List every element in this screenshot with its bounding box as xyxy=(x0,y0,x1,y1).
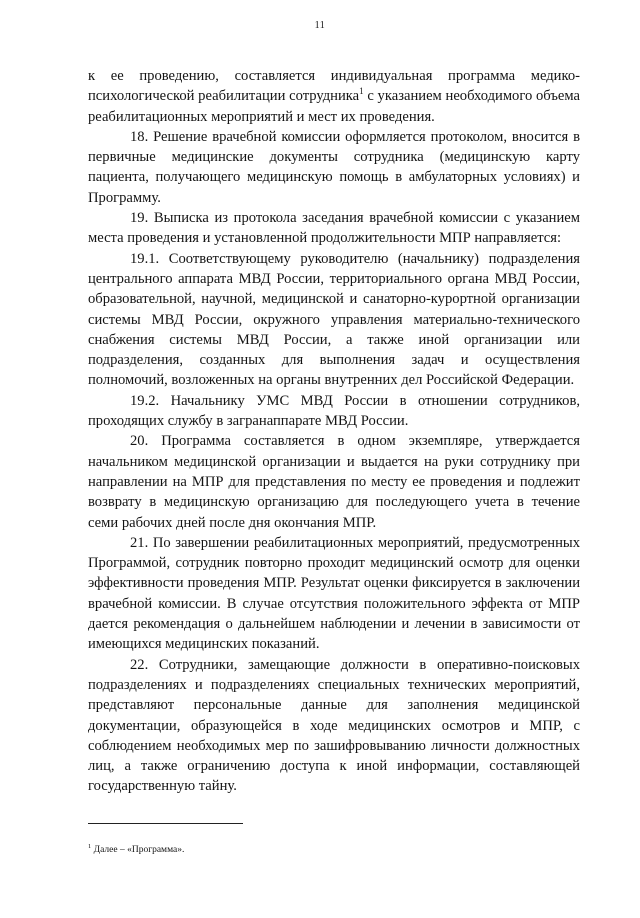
paragraph-19-2: 19.2. Начальнику УМС МВД России в отношении сотрудников, проходящих службу в загранаппарате МВД России. xyxy=(88,392,580,430)
footnote-reference: 1 xyxy=(359,86,364,97)
paragraph-continuation xyxy=(88,66,580,127)
footnote-separator xyxy=(88,823,243,824)
footnote xyxy=(88,844,184,856)
paragraph-20: 20. Программа составляется в одном экземпляре, утверждается начальником медицинской организации и выдается на руки сотруднику при направлении на МПР для представления по месту ее проведения и подлежит возврату в медицинскую организацию для последующего учета в течение семи рабочих дней после дня окончания МПР. xyxy=(88,433,580,531)
footnote-text: Далее – «Программа». xyxy=(91,845,185,855)
paragraph-19-1: 19.1. Соответствующему руководителю (начальнику) подразделения центрального аппарата МВД России, территориального органа МВД России, образовательной, научной, медицинской и санаторно-курортной организации системы МВД России, окружного управления материально-технического снабжения системы МВД России, а также иной организации или подразделения, созданных для выполнения задач и осуществления полномочий, возложенных на органы внутренних дел Российской Федерации. xyxy=(88,250,580,389)
paragraph-19: 19. Выписка из протокола заседания врачебной комиссии с указанием места проведения и установленной продолжительности МПР направляется: xyxy=(88,210,580,247)
paragraph-text: к ее проведению, составляется индивидуальная программа медико-психологической реабилитации сотрудника xyxy=(88,68,580,105)
footnote-mark: 1 xyxy=(88,842,92,850)
paragraph-text: с указанием необходимого объема реабилитационных мероприятий и мест их проведения. xyxy=(88,88,580,125)
paragraph-21: 21. По завершении реабилитационных мероприятий, предусмотренных Программой, сотрудник повторно проходит медицинский осмотр для оценки эффективности проведения МПР. Результат оценки фиксируется в заключении врачебной комиссии. В случае отсутствия положительного эффекта от МПР дается рекомендация о дальнейшем наблюдении и лечении в зависимости от имеющихся медицинских показаний. xyxy=(88,534,580,653)
paragraph-22: 22. Сотрудники, замещающие должности в оперативно-поисковых подразделениях и подразделениях специальных технических мероприятий, представляют персональные данные для заполнения медицинской документации, образующейся в ходе медицинских осмотров и МПР, с соблюдением необходимых мер по зашифровыванию личности должностных лиц, а также ограничению доступа к иной информации, составляющей государственную тайну. xyxy=(88,656,580,795)
page-number: 11 xyxy=(314,20,326,31)
paragraph-18: 18. Решение врачебной комиссии оформляется протоколом, вносится в первичные медицинские документы сотрудника (медицинскую карту пациента, получающего медицинскую помощь в амбулаторных условиях) и Программу. xyxy=(88,128,580,206)
body-text xyxy=(88,66,580,797)
